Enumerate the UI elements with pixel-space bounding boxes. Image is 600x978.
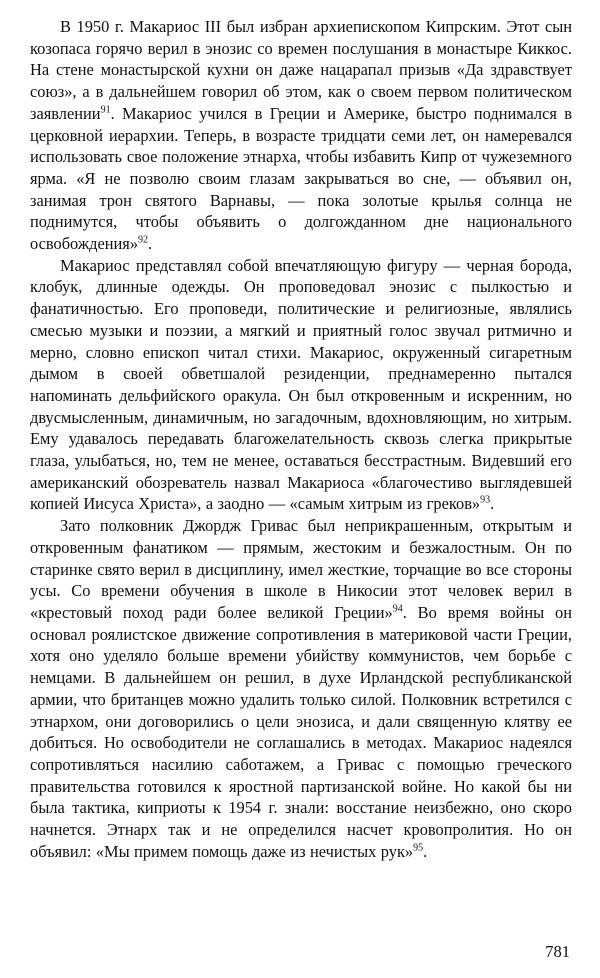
footnote-ref: 91 (100, 104, 111, 116)
paragraph-text: В 1950 г. Макариос III был избран архиепископом Кипрским. Этот сын козопаса горячо верил в энозис со времен послушания в монастыре Киккос. На стене монастырской кухни он даже нацарапал призыв «Да здравствует союз», а в дальнейшем говорил об этом, как о своем первом политическом заявлении (30, 17, 572, 123)
page-number: 781 (545, 942, 570, 961)
paragraph-1 (30, 16, 572, 255)
footnote-ref: 94 (392, 603, 403, 615)
paragraph-text: Макариос представлял собой впечатляющую фигуру — черная борода, клобук, длинные одежды. Он проповедовал энозис с пылкостью и фанатичностью. Его проповеди, политические и религиозные, являлись смесью музыки и поэзии, а мягкий и приятный голос звучал ритмично и мерно, словно епископ читал стихи. Макариос, окруженный сигаретным дымом в своей обветшалой резиденции, преднамеренно пытался напоминать дельфийского оракула. Он был откровенным и искренним, но двусмысленным, динамичным, но загадочным, вдохновляющим, но хитрым. Ему удавалось передавать благожелательность сквозь слегка прикрытые глаза, улыбаться, но, тем не менее, оставаться бесстрастным. Видевший его американский обозреватель назвал Макариоса «благочестиво выглядевшей копией Иисуса Христа», а заодно — «самым хитрым из греков» (30, 255, 572, 514)
paragraph-text: . (148, 234, 153, 254)
footnote-ref: 95 (413, 842, 424, 854)
footnote-ref: 92 (138, 234, 149, 246)
paragraph-text: . Макариос учился в Греции и Америке, быстро поднимался в церковной иерархии. Теперь, в возрасте тридцати семи лет, он намеревался использовать свое положение этнарха, чтобы избавить Кипр от чужеземного ярма. «Я не позволю своим глазам закрываться во сне, — объявил он, занимая трон святого Варнавы, — пока золотые крылья солнца не поднимутся, чтобы объявить о долгожданном дне национального освобождения» (30, 103, 572, 254)
paragraph-text: Зато полковник Джордж Гривас был неприкрашенным, открытым и откровенным фанатиком — прямым, жестоким и безжалостным. Он по старинке свято верил в дисциплину, имел жесткие, торчащие во все стороны усы. Со времени обучения в школе в Никосии этот человек верил в «крестовый поход ради более великой Греции» (30, 516, 572, 622)
paragraph-text: . (423, 841, 428, 861)
footnote-ref: 93 (480, 495, 491, 506)
paragraph-text: . Во время войны он основал роялистское движение сопротивления в материковой части Греции, хотя оно уделяло больше времени убийству коммунистов, чем борьбе с немцами. В дальнейшем он решил, в духе Ирландской республиканской армии, что британцев можно удалить только силой. Полковник встретился с этнархом, они договорились о цели энозиса, и дали священную клятву ее добиться. Но освободители не соглашались в методах. Макариос надеялся сопротивляться насилию саботажем, а Гривас с помощью греческого правительства готовился к яростной партизанской войне. Но какой бы ни была тактика, киприоты к 1954 г. знали: восстание неизбежно, оно скоро начнется. Этнарх так и не определился насчет кровопролития. Но он объявил: «Мы примем помощь даже из нечистых рук» (30, 602, 572, 861)
paragraph-2 (30, 255, 572, 515)
page-text-block (30, 16, 572, 862)
paragraph-text: . (490, 494, 495, 514)
paragraph-3 (30, 515, 572, 862)
